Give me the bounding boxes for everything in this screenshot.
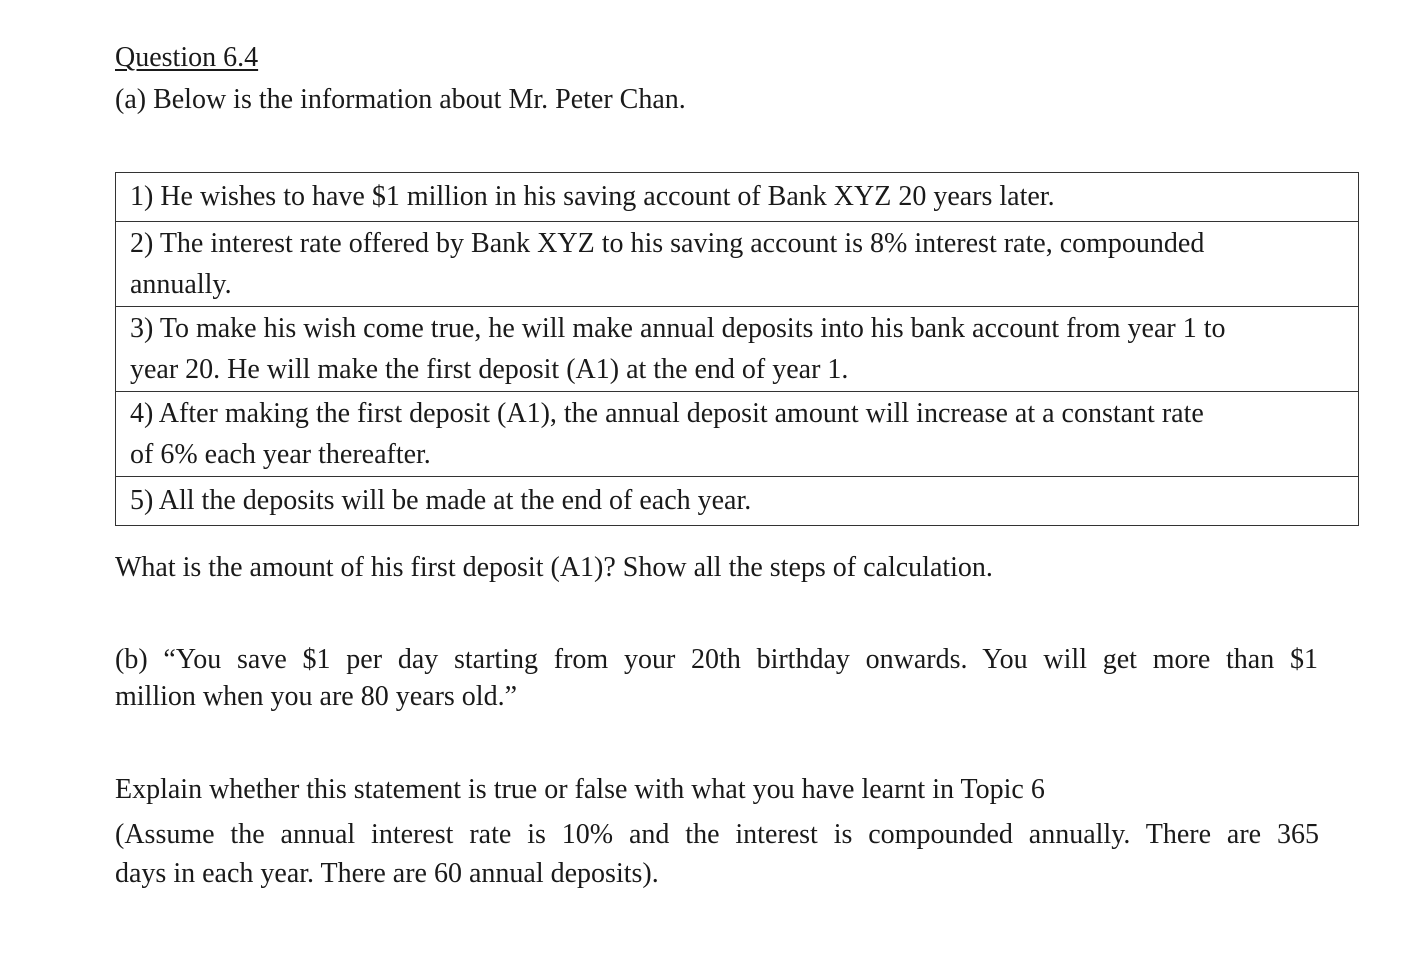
info-row-text: of 6% each year thereafter. [130,439,431,470]
part-b-assumption-line1: (Assume the annual interest rate is 10% and the interest is compounded annually. There are 365 [115,819,1319,850]
info-table [115,172,1359,526]
part-b-statement-line2: million when you are 80 years old.” [115,681,518,712]
question-title: Question 6.4 [115,42,259,73]
info-row-text: 4) After making the first deposit (A1), the annual deposit amount will increase at a constant rate [130,398,1204,429]
info-row-4 [116,391,1358,476]
info-row-2 [116,221,1358,306]
info-row-3 [116,306,1358,391]
part-a-intro: (a) Below is the information about Mr. Peter Chan. [115,84,686,115]
part-a-question: What is the amount of his first deposit (A1)? Show all the steps of calculation. [115,552,993,583]
info-row-text: 1) He wishes to have $1 million in his saving account of Bank XYZ 20 years later. [130,181,1055,212]
info-row-text: 2) The interest rate offered by Bank XYZ to his saving account is 8% interest rate, compounded [130,228,1205,259]
part-b-assumption-line2: days in each year. There are 60 annual deposits). [115,858,659,889]
info-row-text: 5) All the deposits will be made at the end of each year. [130,485,752,516]
info-row-5 [116,476,1358,525]
part-b-explain: Explain whether this statement is true or false with what you have learnt in Topic 6 [115,774,1045,805]
info-row-1 [116,173,1358,221]
info-row-text: 3) To make his wish come true, he will make annual deposits into his bank account from year 1 to [130,313,1226,344]
info-row-text: year 20. He will make the first deposit (A1) at the end of year 1. [130,354,849,385]
info-row-text: annually. [130,269,232,300]
part-b-statement-line1: (b) “You save $1 per day starting from your 20th birthday onwards. You will get more than $1 [115,644,1318,675]
